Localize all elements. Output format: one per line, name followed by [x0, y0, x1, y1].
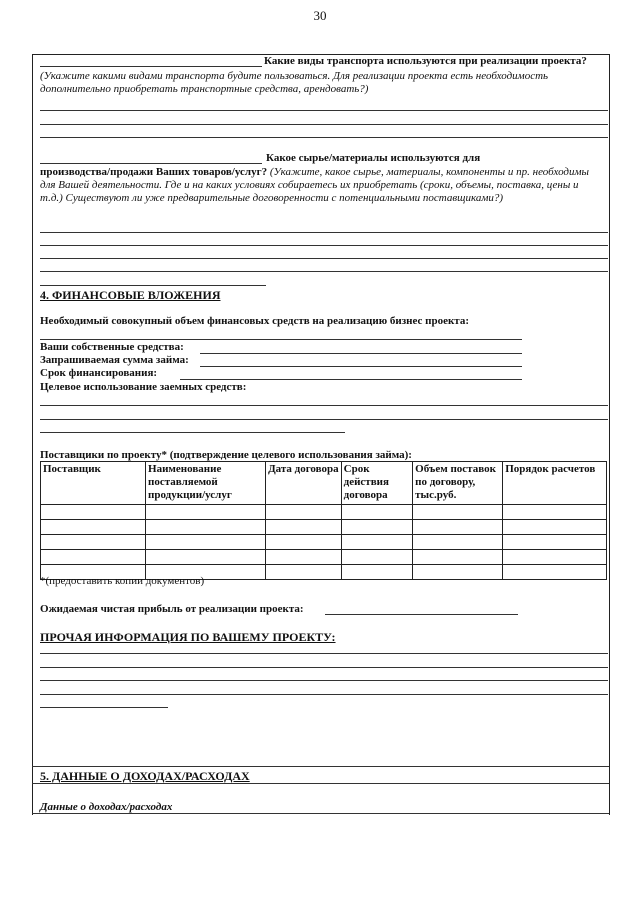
column-header: Наименование поставляемой продукции/услуг [146, 462, 266, 505]
loan-amount-field[interactable] [200, 366, 522, 367]
answer-line[interactable] [40, 137, 608, 138]
answer-line[interactable] [40, 653, 608, 654]
page-number: 30 [313, 8, 327, 23]
answer-line[interactable] [40, 707, 168, 708]
table-header-row [41, 462, 607, 505]
answer-line[interactable] [40, 66, 262, 67]
answer-line[interactable] [40, 680, 608, 681]
section-divider [32, 766, 609, 767]
column-header: Дата договора [266, 462, 342, 505]
answer-line[interactable] [40, 285, 266, 286]
table-row[interactable] [41, 550, 607, 565]
own-funds-label: Ваши собственные средства: [40, 341, 184, 353]
column-header: Объем поставок по договору, тыс.руб. [413, 462, 503, 505]
suppliers-title: Поставщики по проекту* (подтверждение целевого использования займа): [40, 449, 412, 461]
answer-line[interactable] [40, 339, 522, 340]
answer-line[interactable] [40, 124, 608, 125]
financial-heading: 4. ФИНАНСОВЫЕ ВЛОЖЕНИЯ [40, 288, 221, 302]
suppliers-footnote: *(предоставить копии документов) [40, 575, 205, 587]
table-row[interactable] [41, 535, 607, 550]
income-subheading: Данные о доходах/расходах [40, 801, 173, 813]
answer-line[interactable] [40, 163, 262, 164]
answer-line[interactable] [40, 110, 608, 111]
column-header: Срок действия договора [341, 462, 413, 505]
suppliers-table [40, 461, 607, 580]
answer-line[interactable] [40, 419, 608, 420]
income-heading: 5. ДАННЫЕ О ДОХОДАХ/РАСХОДАХ [40, 769, 250, 783]
materials-question-part2: производства/продажи Ваших товаров/услуг? [40, 166, 268, 178]
answer-line[interactable] [40, 245, 608, 246]
transport-question: Какие виды транспорта используются при реализации проекта? [264, 55, 587, 67]
answer-line[interactable] [40, 258, 608, 259]
profit-field[interactable] [325, 614, 518, 615]
term-label: Срок финансирования: [40, 367, 158, 379]
term-field[interactable] [180, 379, 522, 380]
total-funds-label: Необходимый совокупный объем финансовых средств на реализацию бизнес проекта: [40, 315, 469, 327]
table-row[interactable] [41, 520, 607, 535]
table-row[interactable] [41, 505, 607, 520]
own-funds-field[interactable] [200, 353, 522, 354]
profit-label: Ожидаемая чистая прибыль от реализации проекта: [40, 603, 304, 615]
section-divider [32, 783, 609, 784]
answer-line[interactable] [40, 232, 608, 233]
answer-line[interactable] [40, 432, 345, 433]
materials-hint: (Укажите, какое сырье, материалы, компоненты и пр. необходимы для Вашей деятельности. Где и на каких условиях собираетесь их приобретать (сроки, объемы, поставка, цены и т.д.) Существуют ли уже предварительные договоренности с потенциальными поставщиками?) [40, 166, 589, 204]
other-info-heading: ПРОЧАЯ ИНФОРМАЦИЯ ПО ВАШЕМУ ПРОЕКТУ: [40, 630, 336, 644]
answer-line[interactable] [40, 667, 608, 668]
section-divider [32, 813, 609, 814]
answer-line[interactable] [40, 405, 608, 406]
transport-hint: (Укажите какими видами транспорта будите пользоваться. Для реализации проекта есть необходимость дополнительно приобретать транспортные средства, арендовать?) [40, 70, 549, 95]
column-header: Поставщик [41, 462, 146, 505]
column-header: Порядок расчетов [503, 462, 607, 505]
answer-line[interactable] [40, 271, 608, 272]
purpose-label: Целевое использование заемных средств: [40, 381, 247, 393]
answer-line[interactable] [40, 694, 608, 695]
loan-amount-label: Запрашиваемая сумма займа: [40, 354, 189, 366]
materials-question-part1: Какое сырье/материалы используются для [266, 152, 481, 164]
